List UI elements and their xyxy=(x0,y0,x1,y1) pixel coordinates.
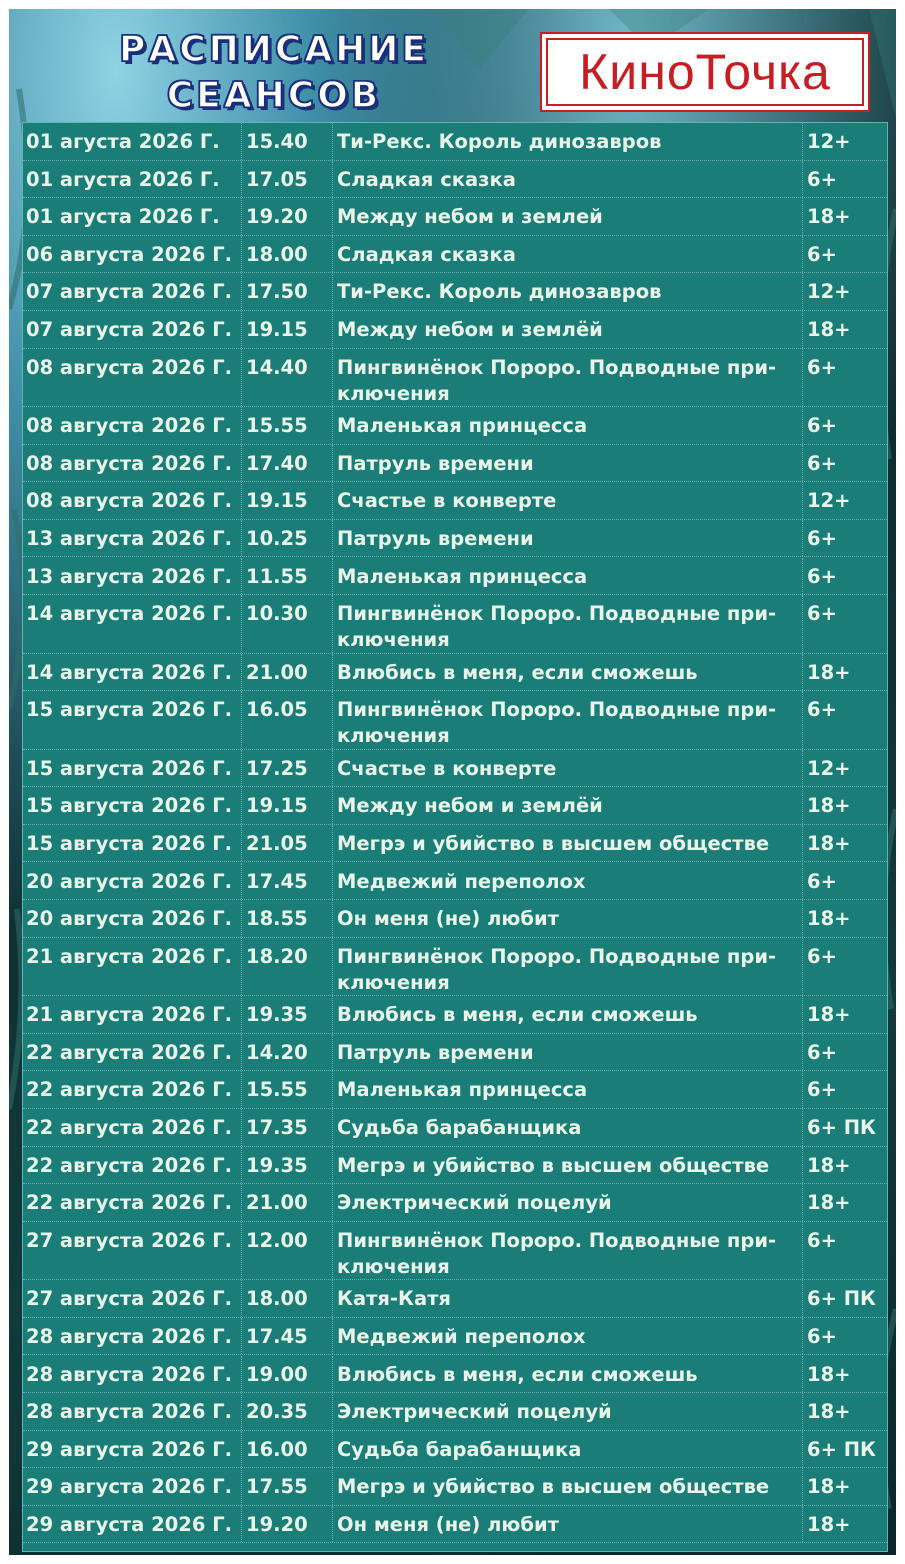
film-title: Счастье в конверте xyxy=(333,750,803,787)
schedule-row xyxy=(23,1506,887,1544)
schedule-row xyxy=(23,691,887,750)
age-rating: 6+ xyxy=(807,167,837,191)
film-title: Сладкая сказка xyxy=(333,236,803,273)
session-time: 12.00 xyxy=(242,1222,333,1280)
session-date: 27 августа 2026 Г. xyxy=(23,1280,242,1317)
session-time: 17.45 xyxy=(242,863,333,900)
schedule-row xyxy=(23,1109,887,1147)
session-time: 17.25 xyxy=(242,750,333,787)
session-time: 15.55 xyxy=(242,1071,333,1108)
film-title: Пингвинёнок Пороро. Подводные при- ключения xyxy=(333,938,803,996)
session-date: 27 августа 2026 Г. xyxy=(23,1222,242,1280)
schedule-row xyxy=(23,863,887,901)
session-date: 13 августа 2026 Г. xyxy=(23,520,242,557)
age-rating: 6+ ПК xyxy=(807,1287,876,1311)
session-date: 08 августа 2026 Г. xyxy=(23,407,242,444)
schedule-row xyxy=(23,1034,887,1072)
schedule-row xyxy=(23,1184,887,1222)
schedule-row xyxy=(23,1356,887,1394)
session-time: 18.00 xyxy=(242,1280,333,1317)
age-rating: 12+ xyxy=(807,489,851,513)
film-title: Судьба барабанщика xyxy=(333,1431,803,1468)
film-title: Пингвинёнок Пороро. Подводные при- ключения xyxy=(333,349,803,407)
age-rating: 6+ ПК xyxy=(807,1437,876,1461)
session-date: 28 августа 2026 Г. xyxy=(23,1318,242,1355)
age-rating: 18+ xyxy=(807,318,851,341)
session-time: 19.20 xyxy=(242,1506,333,1543)
session-time: 17.05 xyxy=(242,161,333,198)
film-title: Пингвинёнок Пороро. Подводные при- ключения xyxy=(333,595,803,653)
session-date: 21 августа 2026 Г. xyxy=(23,938,242,996)
age-rating: 6+ xyxy=(807,526,837,550)
age-rating: 12+ xyxy=(807,756,851,780)
schedule-row xyxy=(23,1431,887,1469)
film-title: Электрический поцелуй xyxy=(333,1393,803,1430)
age-rating: 18+ xyxy=(807,1400,851,1424)
schedule-row xyxy=(23,900,887,938)
age-rating: 6+ xyxy=(807,1228,837,1252)
session-time: 19.15 xyxy=(242,482,333,519)
film-title: Маленькая принцесса xyxy=(333,558,803,595)
schedule-row xyxy=(23,1147,887,1185)
session-date: 13 августа 2026 Г. xyxy=(23,558,242,595)
age-rating: 6+ xyxy=(807,944,837,968)
film-title: Судьба барабанщика xyxy=(333,1109,803,1146)
film-title: Ти-Рекс. Король динозавров xyxy=(333,123,803,160)
film-title: Счастье в конверте xyxy=(333,482,803,519)
schedule-row xyxy=(23,482,887,520)
age-rating: 18+ xyxy=(807,1153,851,1177)
session-time: 17.55 xyxy=(242,1468,333,1505)
film-title: Между небом и землей xyxy=(333,198,803,235)
schedule-table xyxy=(22,122,888,1552)
session-date: 06 августа 2026 Г. xyxy=(23,236,242,273)
age-rating: 6+ xyxy=(807,698,837,722)
session-date: 01 агуста 2026 Г. xyxy=(23,198,242,235)
session-date: 22 августа 2026 Г. xyxy=(23,1147,242,1184)
age-rating: 18+ xyxy=(807,831,851,855)
age-rating: 18+ xyxy=(807,794,851,818)
session-date: 14 августа 2026 Г. xyxy=(23,654,242,691)
film-title: Влюбись в меня, если сможешь xyxy=(333,996,803,1033)
film-title: Между небом и землёй xyxy=(333,311,803,348)
session-time: 21.05 xyxy=(242,825,333,862)
session-date: 15 августа 2026 Г. xyxy=(23,787,242,824)
session-time: 18.55 xyxy=(242,900,333,937)
session-date: 22 августа 2026 Г. xyxy=(23,1071,242,1108)
session-time: 17.40 xyxy=(242,445,333,482)
session-time: 16.05 xyxy=(242,691,333,749)
session-time: 18.00 xyxy=(242,236,333,273)
age-rating: 12+ xyxy=(807,130,851,153)
age-rating: 6+ xyxy=(807,1040,837,1064)
film-title: Мегрэ и убийство в высшем обществе xyxy=(333,1147,803,1184)
film-title: Он меня (не) любит xyxy=(333,900,803,937)
schedule-row xyxy=(23,938,887,997)
schedule-row xyxy=(23,349,887,408)
session-date: 07 августа 2026 Г. xyxy=(23,273,242,310)
session-date: 22 августа 2026 Г. xyxy=(23,1034,242,1071)
age-rating: 18+ xyxy=(807,1003,851,1027)
age-rating: 6+ xyxy=(807,602,837,626)
schedule-row xyxy=(23,825,887,863)
session-time: 10.25 xyxy=(242,520,333,557)
title-line-2: СЕАНСОВ xyxy=(166,75,382,116)
age-rating: 12+ xyxy=(807,280,851,304)
session-date: 08 августа 2026 Г. xyxy=(23,445,242,482)
schedule-row xyxy=(23,273,887,311)
session-date: 29 августа 2026 Г. xyxy=(23,1506,242,1543)
schedule-row xyxy=(23,1222,887,1281)
session-date: 29 августа 2026 Г. xyxy=(23,1468,242,1505)
schedule-row xyxy=(23,558,887,596)
cinema-logo xyxy=(540,32,870,112)
session-time: 19.15 xyxy=(242,787,333,824)
session-date: 14 августа 2026 Г. xyxy=(23,595,242,653)
schedule-row xyxy=(23,654,887,692)
age-rating: 6+ xyxy=(807,355,837,379)
film-title: Медвежий переполох xyxy=(333,863,803,900)
session-time: 19.00 xyxy=(242,1356,333,1393)
age-rating: 6+ xyxy=(807,414,837,438)
film-title: Патруль времени xyxy=(333,445,803,482)
session-date: 01 агуста 2026 Г. xyxy=(23,161,242,198)
film-title: Патруль времени xyxy=(333,520,803,557)
session-time: 21.00 xyxy=(242,654,333,691)
session-time: 21.00 xyxy=(242,1184,333,1221)
film-title: Электрический поцелуй xyxy=(333,1184,803,1221)
session-date: 15 августа 2026 Г. xyxy=(23,691,242,749)
age-rating: 18+ xyxy=(807,1475,851,1499)
age-rating: 18+ xyxy=(807,660,851,684)
session-time: 10.30 xyxy=(242,595,333,653)
schedule-row xyxy=(23,123,887,161)
schedule-row xyxy=(23,1280,887,1318)
age-rating: 18+ xyxy=(807,1512,851,1536)
schedule-row xyxy=(23,1318,887,1356)
session-date: 28 августа 2026 Г. xyxy=(23,1393,242,1430)
session-date: 20 августа 2026 Г. xyxy=(23,863,242,900)
age-rating: 18+ xyxy=(807,1362,851,1386)
film-title: Пингвинёнок Пороро. Подводные при- ключения xyxy=(333,1222,803,1280)
session-time: 20.35 xyxy=(242,1393,333,1430)
film-title: Пингвинёнок Пороро. Подводные при- ключения xyxy=(333,691,803,749)
schedule-row xyxy=(23,595,887,654)
film-title: Мегрэ и убийство в высшем обществе xyxy=(333,825,803,862)
age-rating: 6+ xyxy=(807,1078,837,1102)
session-time: 19.15 xyxy=(242,311,333,348)
session-date: 15 августа 2026 Г. xyxy=(23,825,242,862)
age-rating: 6+ ПК xyxy=(807,1116,876,1139)
schedule-row xyxy=(23,1468,887,1506)
session-time: 15.55 xyxy=(242,407,333,444)
session-time: 11.55 xyxy=(242,558,333,595)
session-date: 22 августа 2026 Г. xyxy=(23,1109,242,1146)
session-time: 18.20 xyxy=(242,938,333,996)
film-title: Между небом и землёй xyxy=(333,787,803,824)
title-line-1: РАСПИСАНИЕ xyxy=(118,29,430,70)
schedule-row xyxy=(23,236,887,274)
session-time: 15.40 xyxy=(242,123,333,160)
logo-frame xyxy=(546,38,864,106)
film-title: Маленькая принцесса xyxy=(333,1071,803,1108)
logo-text: КиноТочка xyxy=(579,44,831,100)
age-rating: 6+ xyxy=(807,451,837,475)
session-time: 19.35 xyxy=(242,1147,333,1184)
session-date: 21 августа 2026 Г. xyxy=(23,996,242,1033)
session-date: 01 агуста 2026 Г. xyxy=(23,123,242,160)
schedule-row xyxy=(23,1071,887,1109)
session-time: 17.45 xyxy=(242,1318,333,1355)
age-rating: 18+ xyxy=(807,205,851,229)
film-title: Патруль времени xyxy=(333,1034,803,1071)
film-title: Маленькая принцесса xyxy=(333,407,803,444)
age-rating: 6+ xyxy=(807,1324,837,1348)
age-rating: 6+ xyxy=(807,869,837,893)
session-time: 14.40 xyxy=(242,349,333,407)
session-time: 19.35 xyxy=(242,996,333,1033)
film-title: Ти-Рекс. Король динозавров xyxy=(333,273,803,310)
session-date: 29 августа 2026 Г. xyxy=(23,1431,242,1468)
session-date: 22 августа 2026 Г. xyxy=(23,1184,242,1221)
age-rating: 6+ xyxy=(807,242,837,266)
session-time: 19.20 xyxy=(242,198,333,235)
film-title: Влюбись в меня, если сможешь xyxy=(333,1356,803,1393)
film-title: Катя-Катя xyxy=(333,1280,803,1317)
schedule-row xyxy=(23,750,887,788)
session-time: 17.35 xyxy=(242,1109,333,1146)
age-rating: 6+ xyxy=(807,564,837,588)
age-rating: 18+ xyxy=(807,1191,851,1215)
session-date: 20 августа 2026 Г. xyxy=(23,900,242,937)
schedule-row xyxy=(23,198,887,236)
session-time: 17.50 xyxy=(242,273,333,310)
schedule-row xyxy=(23,407,887,445)
film-title: Он меня (не) любит xyxy=(333,1506,803,1543)
session-date: 07 августа 2026 Г. xyxy=(23,311,242,348)
schedule-row xyxy=(23,996,887,1034)
schedule-row xyxy=(23,787,887,825)
session-date: 15 августа 2026 Г. xyxy=(23,750,242,787)
film-title: Сладкая сказка xyxy=(333,161,803,198)
session-date: 08 августа 2026 Г. xyxy=(23,349,242,407)
schedule-row xyxy=(23,520,887,558)
schedule-row xyxy=(23,311,887,349)
film-title: Мегрэ и убийство в высшем обществе xyxy=(333,1468,803,1505)
film-title: Медвежий переполох xyxy=(333,1318,803,1355)
schedule-row xyxy=(23,445,887,483)
schedule-title xyxy=(29,21,519,121)
session-time: 16.00 xyxy=(242,1431,333,1468)
schedule-row xyxy=(23,161,887,199)
session-time: 14.20 xyxy=(242,1034,333,1071)
schedule-poster xyxy=(9,9,896,1555)
film-title: Влюбись в меня, если сможешь xyxy=(333,654,803,691)
session-date: 28 августа 2026 Г. xyxy=(23,1356,242,1393)
age-rating: 18+ xyxy=(807,907,851,931)
schedule-row xyxy=(23,1393,887,1431)
session-date: 08 августа 2026 Г. xyxy=(23,482,242,519)
